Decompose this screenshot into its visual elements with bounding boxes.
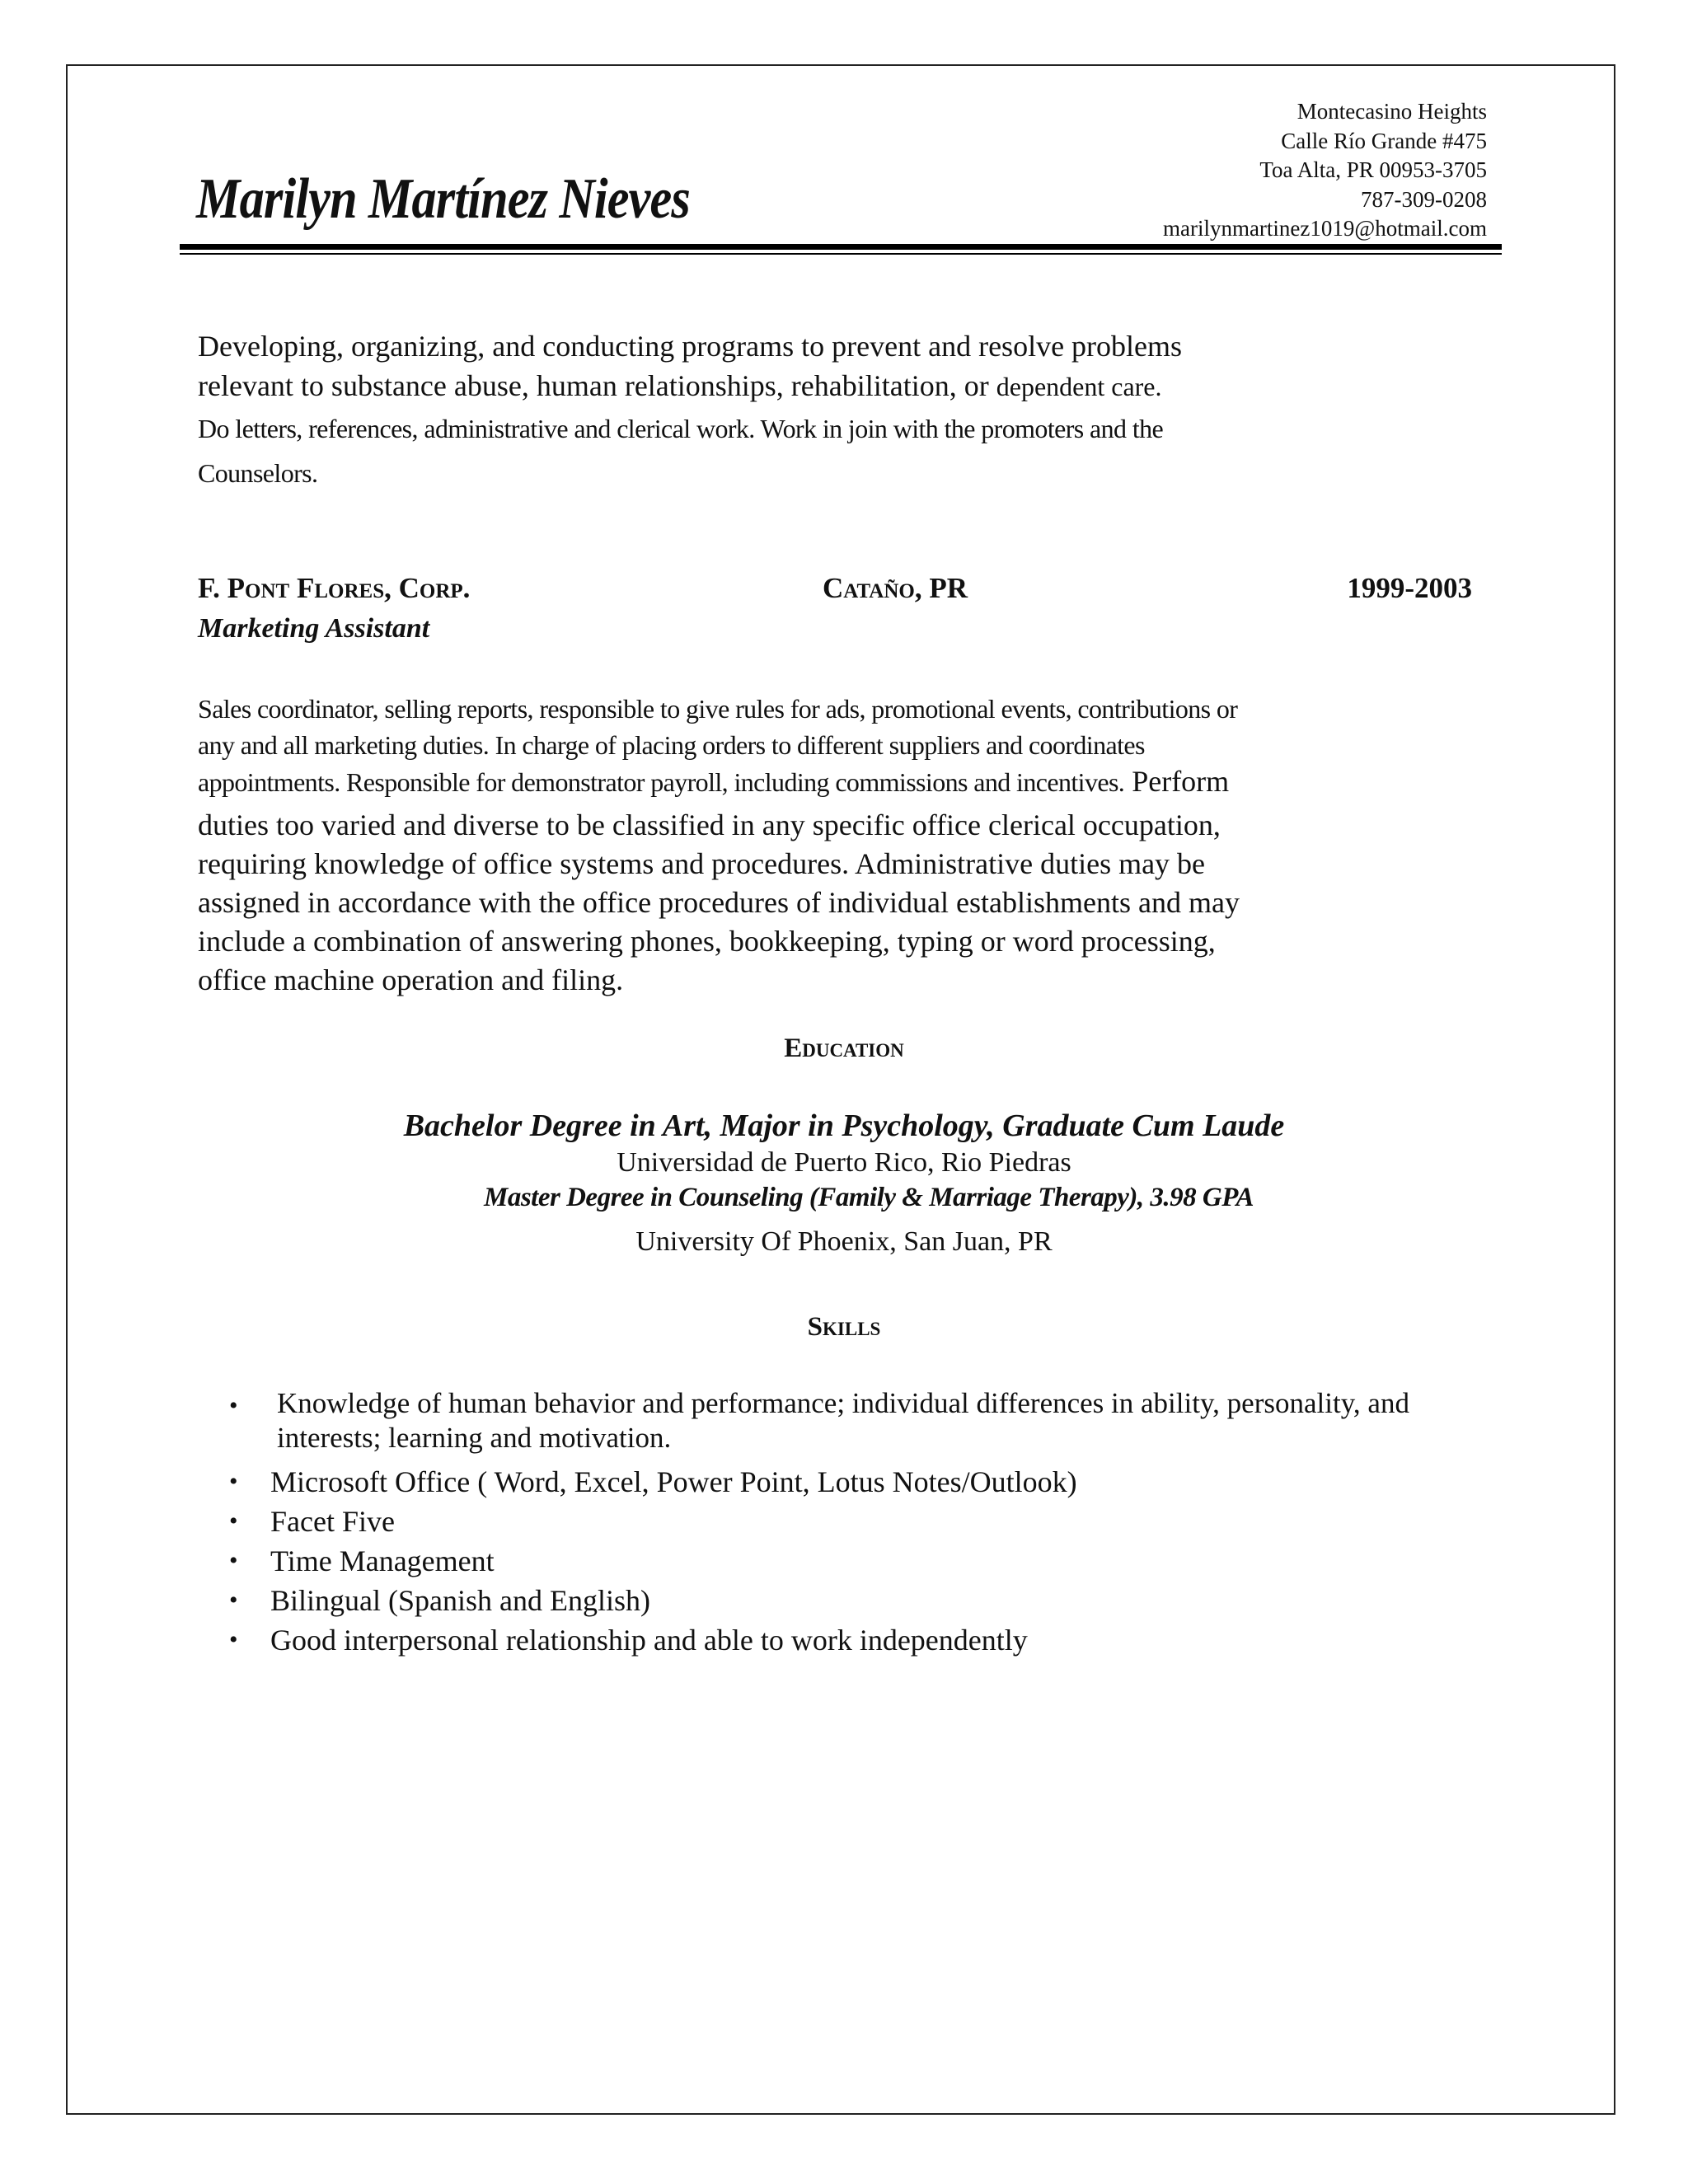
objective-line: Developing, organizing, and conducting programs to prevent and resolve problems <box>198 330 1183 363</box>
job-company: F. Pont Flores, Corp. <box>198 572 471 604</box>
skill-item <box>0 1541 1688 1581</box>
skill-item <box>0 1620 1688 1660</box>
bullet-icon: • <box>229 1626 238 1653</box>
skills-list <box>0 1386 1688 1660</box>
skill-text: Knowledge of human behavior and performance; individual differences in ability, personality, and interests; learning and motivation. <box>277 1387 1409 1454</box>
skill-text: Good interpersonal relationship and able to work independently <box>270 1624 1028 1657</box>
bullet-icon: • <box>229 1507 238 1535</box>
job-desc-line: any and all marketing duties. In charge of placing orders to different suppliers and coordinates <box>198 730 1145 760</box>
skill-text: Time Management <box>270 1544 495 1577</box>
job-desc-line: office machine operation and filing. <box>198 963 624 996</box>
skill-text: Facet Five <box>270 1505 395 1538</box>
skill-item <box>0 1581 1688 1620</box>
job-desc-line: duties too varied and diverse to be classified in any specific office clerical occupation, <box>198 808 1221 841</box>
skill-text: Bilingual (Spanish and English) <box>270 1584 650 1617</box>
degree-master: Master Degree in Counseling (Family & Marriage Therapy), 3.98 GPA <box>484 1183 1254 1212</box>
phone-number: 787-309-0208 <box>1361 186 1487 212</box>
address-line-2: Calle Río Grande #475 <box>1281 128 1487 153</box>
bullet-icon: • <box>229 1392 238 1419</box>
email-address: marilynmartinez1019@hotmail.com <box>1162 216 1487 241</box>
job-desc-line: assigned in accordance with the office procedures of individual establishments and may <box>198 886 1240 919</box>
skill-text: Microsoft Office ( Word, Excel, Power Point, Lotus Notes/Outlook) <box>270 1465 1077 1498</box>
education-heading: Education <box>784 1033 904 1063</box>
job-desc-line: Sales coordinator, selling reports, responsible to give rules for ads, promotional events, contributions or <box>198 694 1238 724</box>
bullet-icon: • <box>229 1547 238 1574</box>
job-desc-line: requiring knowledge of office systems and procedures. Administrative duties may be <box>198 847 1206 880</box>
job-header <box>198 572 1472 610</box>
degree-bachelor: Bachelor Degree in Art, Major in Psychology, Graduate Cum Laude <box>403 1108 1285 1143</box>
job-dates: 1999-2003 <box>1347 572 1472 604</box>
skills-heading: Skills <box>807 1312 881 1342</box>
header-rule-thick <box>180 244 1502 250</box>
job-desc-line-main: appointments. Responsible for demonstrator payroll, including commissions and incentives. <box>198 767 1125 797</box>
bullet-icon: • <box>229 1468 238 1495</box>
school-phoenix: University Of Phoenix, San Juan, PR <box>635 1226 1053 1257</box>
job-desc-line: include a combination of answering phones, bookkeeping, typing or word processing, <box>198 925 1216 958</box>
resume-name: Marilyn Martínez Nieves <box>196 167 690 231</box>
skill-item <box>0 1462 1688 1502</box>
address-line-1: Montecasino Heights <box>1296 99 1487 124</box>
objective-line <box>198 366 1352 406</box>
objective-section <box>198 326 1352 495</box>
bullet-icon: • <box>229 1586 238 1614</box>
objective-line-main: relevant to substance abuse, human relationships, rehabilitation, or <box>198 369 996 402</box>
job-desc-line-tail: Perform <box>1124 765 1230 798</box>
contact-block <box>1163 97 1487 244</box>
skill-item <box>0 1502 1688 1541</box>
job-location: Cataño, PR <box>823 572 968 604</box>
school-upr: Universidad de Puerto Rico, Rio Piedras <box>617 1147 1071 1178</box>
job-desc-line <box>198 763 1484 806</box>
job-description <box>198 691 1484 1000</box>
header-rule-thin <box>180 253 1502 255</box>
job-title: Marketing Assistant <box>198 613 430 644</box>
objective-line-tail: dependent care. <box>996 372 1162 401</box>
objective-line: Counselors. <box>198 458 318 488</box>
address-line-3: Toa Alta, PR 00953-3705 <box>1259 157 1487 182</box>
skill-item <box>0 1386 1688 1462</box>
objective-line: Do letters, references, administrative and clerical work. Work in join with the promoters and the <box>198 414 1164 443</box>
